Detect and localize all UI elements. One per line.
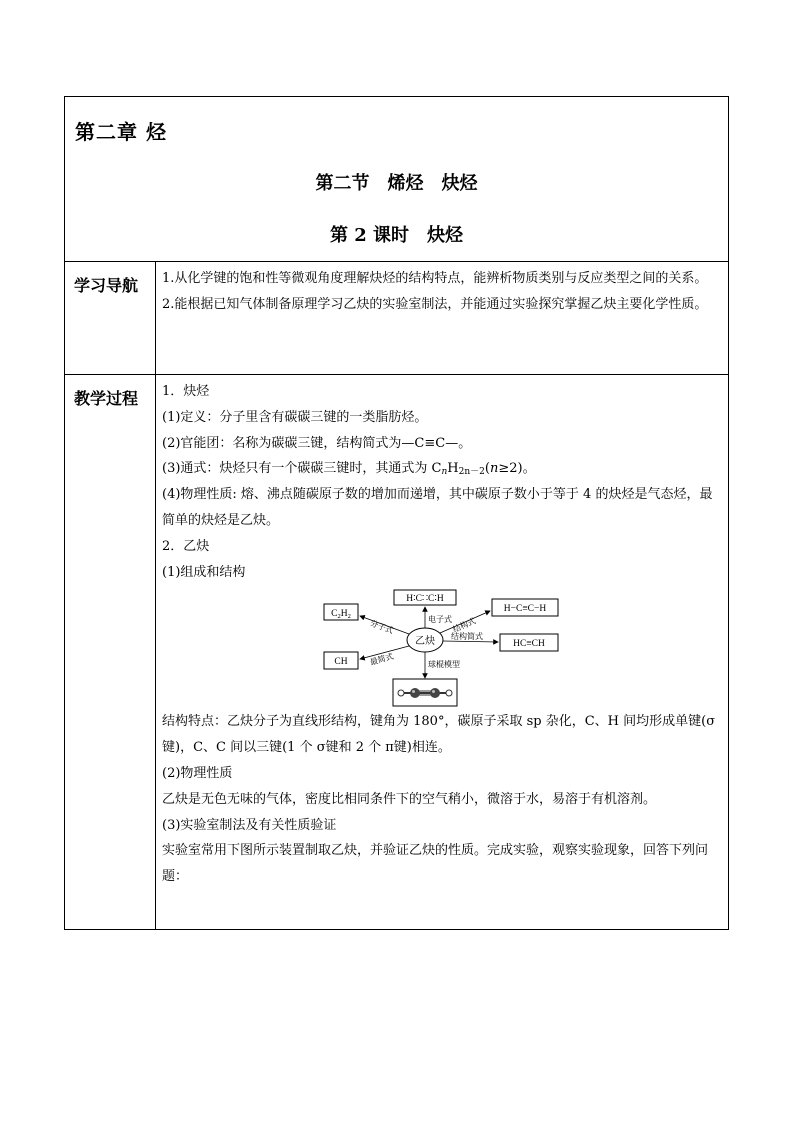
- alkyne-definition: (1)定义：分子里含有碳碳三键的一类脂肪烃。: [162, 409, 428, 425]
- simplest-label: 最简式: [368, 652, 395, 668]
- guide-item-1: 1.从化学键的饱和性等微观角度理解炔烃的结构特点，能辨析物质类别与反应类型之间的关系。: [162, 271, 708, 286]
- structural-formula: H−C≡C−H: [503, 604, 547, 615]
- physical-body: 乙炔是无色无味的气体，密度比相同条件下的空气稍小，微溶于水，易溶于有机溶剂。: [162, 791, 657, 807]
- acetylene-heading: 2．乙炔: [162, 538, 210, 554]
- molecular-label: 分子式: [368, 619, 395, 636]
- teaching-process-row: [65, 375, 728, 929]
- simplest-formula: CH: [334, 657, 348, 668]
- condensed-label: 结构简式: [451, 632, 483, 642]
- study-guide-row: [65, 262, 728, 375]
- lab-body: 实验室常用下图所示装置制取乙炔，并验证乙炔的性质。完成实验，观察实验现象，回答下列问题：: [162, 843, 709, 885]
- lesson-table: [64, 96, 729, 930]
- electronic-label: 电子式: [428, 615, 452, 625]
- arrow-condensed: [443, 641, 498, 642]
- header-cell: [65, 97, 728, 262]
- guide-item-2: 2.能根据已知气体制备原理学习乙炔的实验室制法，并能通过实验探究掌握乙炔主要化学性质。: [162, 296, 708, 312]
- molecular-formula: $C_2H_2$: [331, 609, 351, 621]
- structural-label: 结构式: [451, 616, 478, 635]
- alkyne-heading: 1．炔烃: [162, 384, 210, 399]
- center-label: 乙炔: [415, 636, 435, 648]
- physical-heading: (2)物理性质: [162, 765, 233, 781]
- acetylene-structure-diagram: [321, 587, 566, 709]
- section-title: 第二节 烯烃 炔烃: [315, 173, 478, 194]
- teaching-process-label: 教学过程: [65, 375, 156, 929]
- teaching-process-content: [156, 375, 728, 929]
- functional-group: (2)官能团：名称为碳碳三键，结构简式为—C≡C—。: [162, 435, 472, 451]
- lab-heading: (3)实验室制法及有关性质验证: [162, 817, 337, 833]
- chapter-title: 第二章 烃: [75, 120, 167, 144]
- physical-properties: (4)物理性质: 熔、沸点随碳原子数的增加而递增，其中碳原子数小于等于 4 的炔烃是气态烃，最简单的炔烃是乙炔。: [162, 487, 713, 528]
- general-formula: (3)通式：炔烃只有一个碳碳三键时，其通式为 $C_nH_{2n-2}(n\ge 2)$。: [162, 461, 536, 478]
- study-guide-label: 学习导航: [65, 262, 156, 374]
- composition-heading: (1)组成和结构: [162, 564, 246, 580]
- electronic-formula: H∶C∷C∶H: [406, 594, 444, 605]
- condensed-formula: HC≡CH: [513, 639, 545, 650]
- model-label: 球棍模型: [428, 660, 460, 670]
- lesson-title: 第 2 课时 炔烃: [329, 225, 464, 246]
- study-guide-content: [156, 262, 728, 374]
- structure-features: 结构特点：乙炔分子为直线形结构，键角为 180°，碳原子采取 sp 杂化，C、H 间均形成单键(σ键)，C、C 间以三键(1 个 σ键和 2 个 π键)相连。: [162, 714, 716, 756]
